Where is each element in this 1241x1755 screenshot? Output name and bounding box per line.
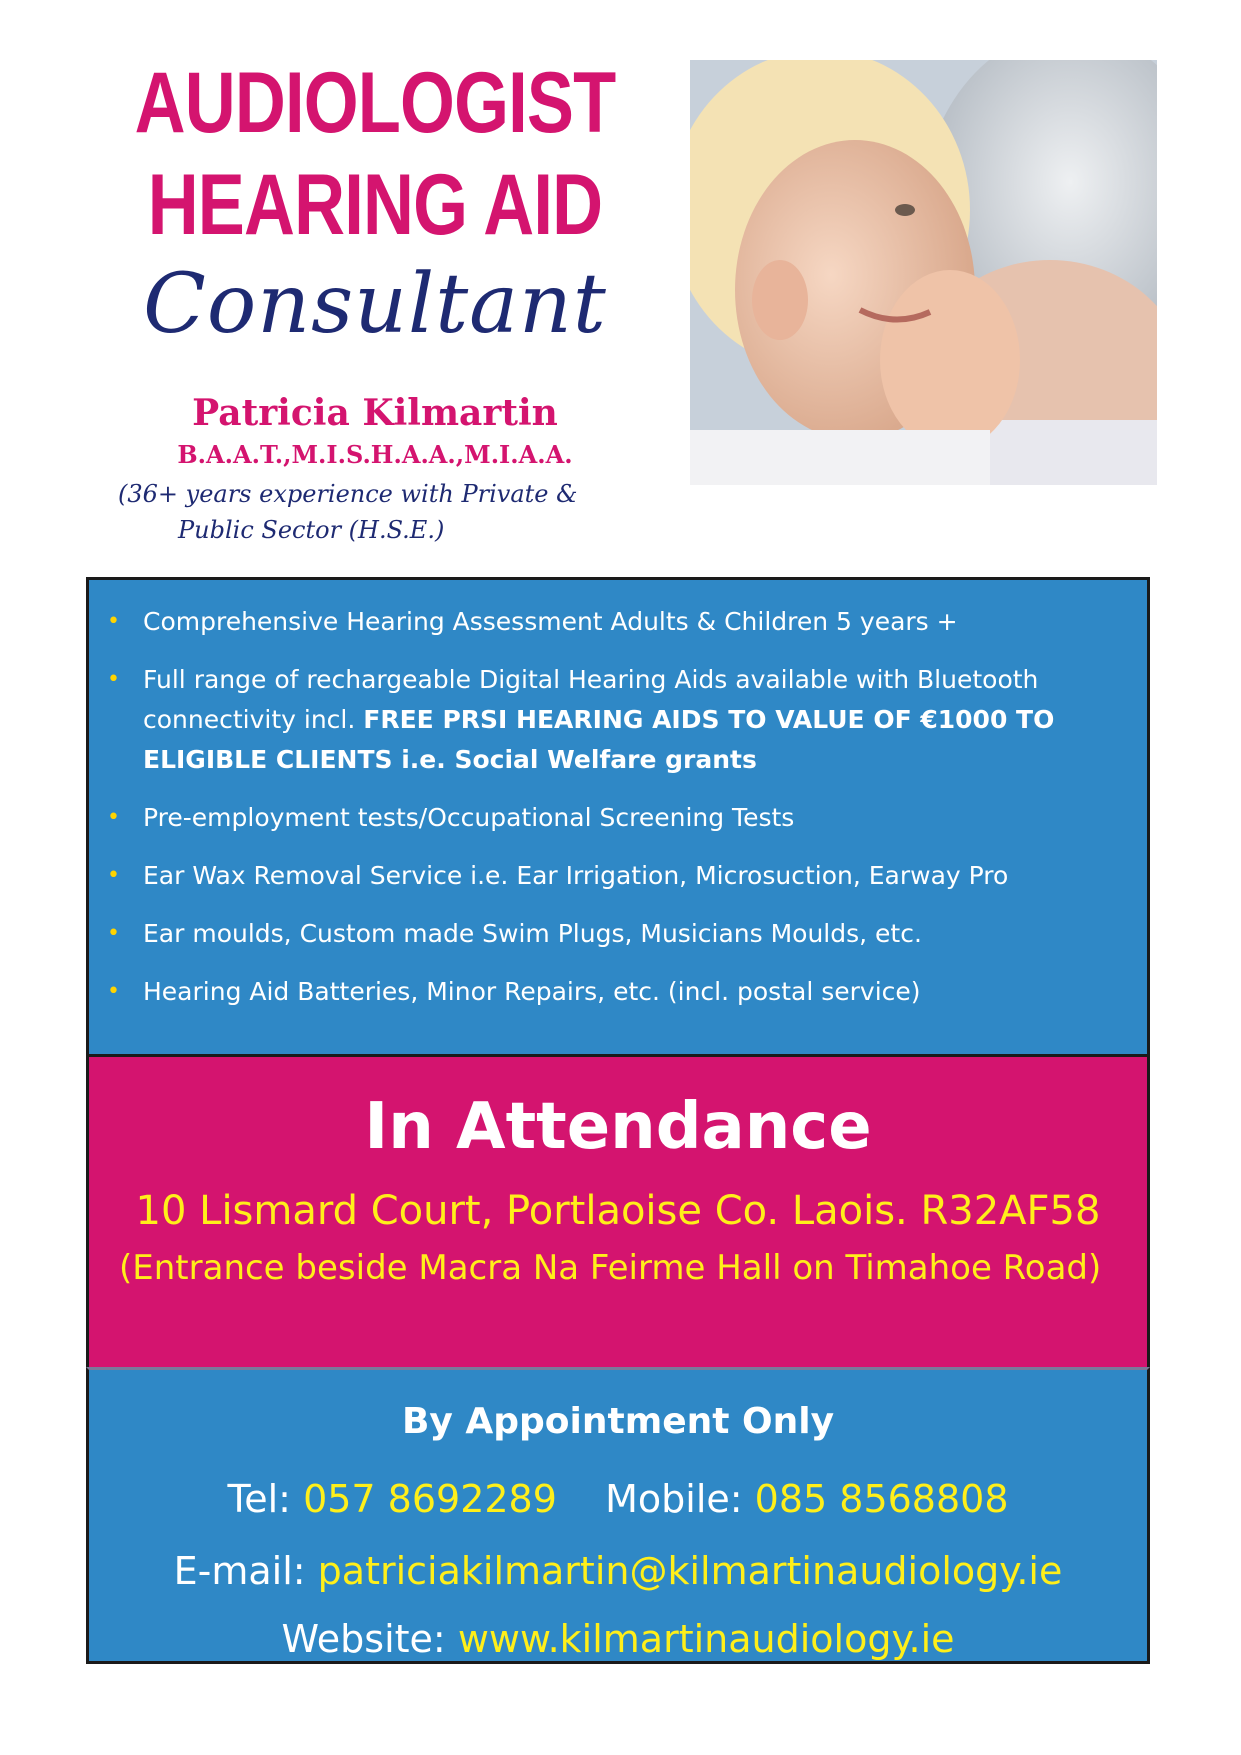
- mobile-label: Mobile:: [605, 1477, 743, 1521]
- title-audiologist: AUDIOLOGIST: [134, 55, 616, 151]
- attendance-panel: [86, 1057, 1150, 1367]
- tel-label: Tel:: [227, 1477, 291, 1521]
- photo-illustration: [690, 60, 1157, 485]
- tel-number[interactable]: 057 8692289: [303, 1477, 557, 1521]
- services-panel: [86, 577, 1150, 1057]
- service-item-pre-employment: [107, 798, 1147, 838]
- header-titles: [80, 55, 670, 352]
- title-hearing-aid: HEARING AID: [147, 157, 603, 253]
- service-item-hearing-aids: [107, 660, 1147, 780]
- website-label: Website:: [281, 1617, 446, 1661]
- title-consultant: Consultant: [143, 257, 607, 352]
- experience-line-1: (36+ years experience with Private &: [118, 480, 578, 508]
- consultant-name: Patricia Kilmartin: [192, 392, 558, 434]
- services-list: [89, 580, 1147, 1012]
- email-label: E-mail:: [173, 1549, 306, 1593]
- service-item-batteries: [107, 972, 1147, 1012]
- contact-panel: [86, 1367, 1150, 1664]
- website-line: [89, 1617, 1147, 1661]
- attendance-address: 10 Lismard Court, Portlaoise Co. Laois. R32AF58: [135, 1188, 1101, 1234]
- service-highlight-prsi: FREE PRSI HEARING AIDS TO VALUE OF €1000 TO ELIGIBLE CLIENTS i.e. Social Welfare grants: [143, 705, 1055, 774]
- experience-note: [118, 476, 678, 548]
- qualifications: B.A.A.T.,M.I.S.H.A.A.,M.I.A.A.: [177, 440, 573, 469]
- phone-line: [89, 1477, 1147, 1521]
- service-text: Full range of rechargeable Digital Hearing Aids available with Bluetooth connectivity incl.: [143, 665, 1039, 734]
- attendance-entrance: (Entrance beside Macra Na Feirme Hall on Timahoe Road): [119, 1248, 1102, 1288]
- mobile-number[interactable]: 085 8568808: [754, 1477, 1009, 1521]
- website-link[interactable]: www.kilmartinaudiology.ie: [457, 1617, 955, 1661]
- service-text: Ear moulds, Custom made Swim Plugs, Musicians Moulds, etc.: [143, 919, 922, 948]
- experience-line-2: Public Sector (H.S.E.): [178, 516, 445, 544]
- service-item-assessment: [107, 602, 1147, 642]
- email-line: [89, 1549, 1147, 1593]
- appointment-note: By Appointment Only: [401, 1401, 835, 1442]
- service-item-ear-moulds: [107, 914, 1147, 954]
- attendance-title: In Attendance: [364, 1090, 872, 1164]
- service-text: Ear Wax Removal Service i.e. Ear Irrigation, Microsuction, Earway Pro: [143, 861, 1009, 890]
- service-text: Comprehensive Hearing Assessment Adults & Children 5 years +: [143, 607, 958, 636]
- email-link[interactable]: patriciakilmartin@kilmartinaudiology.ie: [317, 1549, 1063, 1593]
- service-text: Hearing Aid Batteries, Minor Repairs, etc. (incl. postal service): [143, 977, 921, 1006]
- child-whispering-photo: [690, 60, 1157, 485]
- service-text: Pre-employment tests/Occupational Screening Tests: [143, 803, 795, 832]
- service-item-ear-wax: [107, 856, 1147, 896]
